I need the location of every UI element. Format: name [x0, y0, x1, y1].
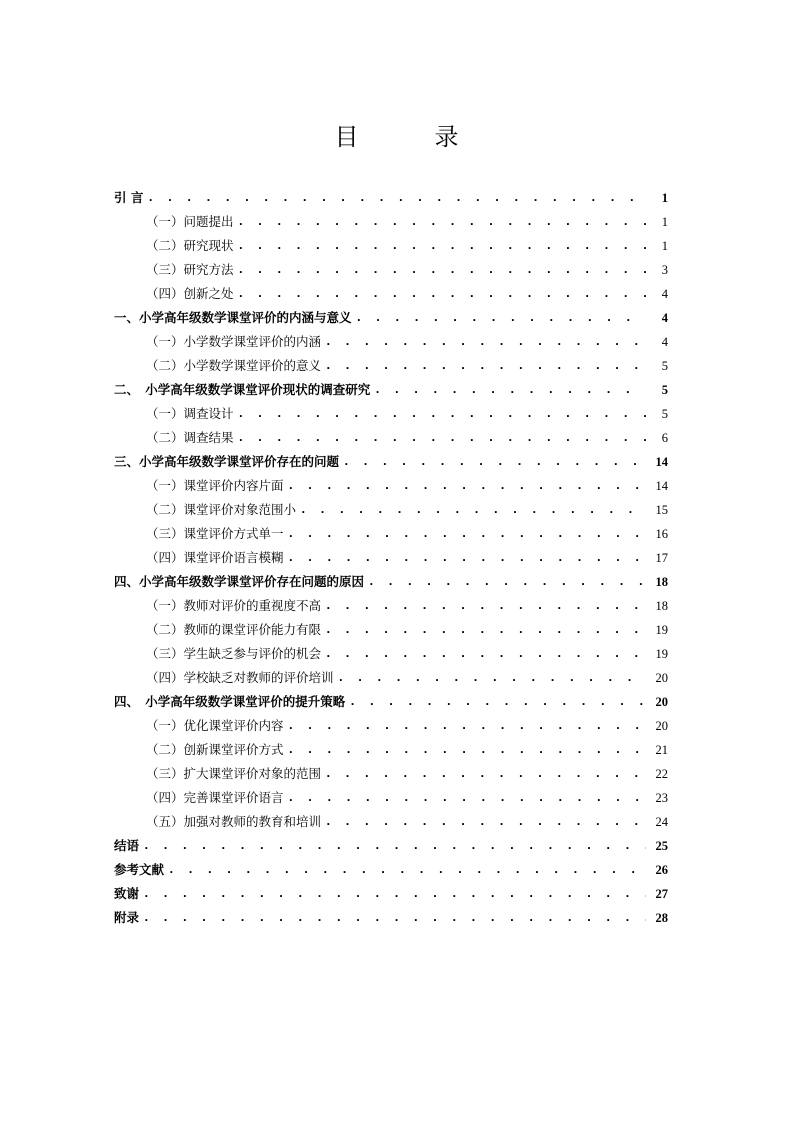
toc-entry-label: 引 言 [114, 190, 144, 205]
toc-page-number: 21 [655, 743, 668, 757]
toc-page-number: 20 [655, 671, 668, 685]
toc-page-number: 3 [661, 263, 668, 277]
toc-entry-label: 结语 [114, 838, 140, 853]
toc-page-number: 24 [655, 815, 668, 829]
toc-entry[interactable] [114, 518, 668, 542]
toc-page-number: 1 [661, 215, 668, 229]
toc-entry-label: 三、小学高年级数学课堂评价存在的问题 [114, 454, 340, 469]
toc-page-number: 5 [661, 359, 668, 373]
toc-entry-label: （一）小学数学课堂评价的内涵 [146, 334, 322, 349]
toc-entry-label: （四）学校缺乏对教师的评价培训 [146, 670, 334, 685]
toc-entry[interactable] [114, 638, 668, 662]
toc-entry-label: （四）创新之处 [146, 286, 234, 301]
toc-entry[interactable] [114, 590, 668, 614]
toc-page-number: 14 [655, 455, 668, 469]
table-of-contents [114, 182, 668, 926]
dot-leader [288, 526, 646, 542]
toc-entry[interactable] [114, 902, 668, 926]
dot-leader [368, 574, 646, 590]
toc-entry-label: （一）调查设计 [146, 406, 234, 421]
toc-page-number: 19 [655, 647, 668, 661]
toc-entry-label: （四）完善课堂评价语言 [146, 790, 284, 805]
toc-page-number: 16 [655, 527, 668, 541]
toc-entry-label: 四、小学高年级数学课堂评价存在问题的原因 [114, 574, 365, 589]
toc-entry-label: 附录 [114, 910, 140, 925]
toc-entry-label: （四）课堂评价语言模糊 [146, 550, 284, 565]
dot-leader [288, 790, 646, 806]
dot-leader [374, 382, 646, 398]
dot-leader [343, 454, 646, 470]
toc-page-number: 20 [655, 695, 668, 709]
toc-page-number: 1 [661, 191, 668, 205]
toc-entry[interactable] [114, 470, 668, 494]
toc-entry[interactable] [114, 566, 668, 590]
toc-entry[interactable] [114, 854, 668, 878]
dot-leader [325, 814, 646, 830]
toc-entry-label: （三）课堂评价方式单一 [146, 526, 284, 541]
toc-entry-label: （二）创新课堂评价方式 [146, 742, 284, 757]
toc-entry-label: （二）研究现状 [146, 238, 234, 253]
toc-entry-label: （三）扩大课堂评价对象的范围 [146, 766, 322, 781]
toc-entry[interactable] [114, 254, 668, 278]
dot-leader [238, 286, 646, 302]
dot-leader [325, 598, 646, 614]
toc-entry[interactable] [114, 182, 668, 206]
toc-entry[interactable] [114, 614, 668, 638]
toc-entry[interactable] [114, 350, 668, 374]
toc-entry-label: 参考文献 [114, 862, 165, 877]
toc-page-number: 22 [655, 767, 668, 781]
toc-entry-label: （三）研究方法 [146, 262, 234, 277]
toc-page-number: 4 [661, 335, 668, 349]
toc-page-number: 15 [655, 503, 668, 517]
toc-page-number: 27 [655, 887, 668, 901]
dot-leader [338, 670, 646, 686]
toc-entry[interactable] [114, 374, 668, 398]
toc-entry[interactable] [114, 398, 668, 422]
toc-entry-label: （二）教师的课堂评价能力有限 [146, 622, 322, 637]
dot-leader [288, 478, 646, 494]
dot-leader [143, 838, 646, 854]
toc-entry-label: 致谢 [114, 886, 140, 901]
dot-leader [143, 886, 646, 902]
dot-leader [288, 742, 646, 758]
toc-entry-label: （五）加强对教师的教育和培训 [146, 814, 322, 829]
dot-leader [238, 430, 646, 446]
dot-leader [300, 502, 646, 518]
dot-leader [325, 358, 646, 374]
dot-leader [238, 262, 646, 278]
dot-leader [356, 310, 646, 326]
dot-leader [288, 718, 646, 734]
toc-entry-label: （一）优化课堂评价内容 [146, 718, 284, 733]
dot-leader [238, 406, 646, 422]
toc-page-number: 18 [655, 599, 668, 613]
toc-entry[interactable] [114, 326, 668, 350]
toc-entry[interactable] [114, 494, 668, 518]
dot-leader [325, 766, 646, 782]
toc-entry-label: （三）学生缺乏参与评价的机会 [146, 646, 322, 661]
toc-entry[interactable] [114, 422, 668, 446]
toc-entry-label: （一）课堂评价内容片面 [146, 478, 284, 493]
dot-leader [349, 694, 646, 710]
toc-page-number: 6 [661, 431, 668, 445]
toc-entry[interactable] [114, 302, 668, 326]
toc-page-number: 25 [655, 839, 668, 853]
toc-entry[interactable] [114, 878, 668, 902]
toc-entry[interactable] [114, 686, 668, 710]
toc-entry-label: 一、小学高年级数学课堂评价的内涵与意义 [114, 310, 352, 325]
toc-page-number: 28 [655, 911, 668, 925]
toc-page-number: 19 [655, 623, 668, 637]
toc-entry[interactable] [114, 806, 668, 830]
toc-entry[interactable] [114, 230, 668, 254]
toc-page-number: 4 [661, 287, 668, 301]
dot-leader [143, 910, 646, 926]
toc-entry-label: （二）调查结果 [146, 430, 234, 445]
toc-page-number: 26 [655, 863, 668, 877]
toc-entry[interactable] [114, 782, 668, 806]
toc-page-number: 5 [661, 407, 668, 421]
dot-leader [238, 214, 646, 230]
toc-entry-label: （二）小学数学课堂评价的意义 [146, 358, 322, 373]
toc-entry-label: 二、 小学高年级数学课堂评价现状的调查研究 [114, 382, 371, 397]
toc-page-number: 14 [655, 479, 668, 493]
toc-entry-label: （一）教师对评价的重视度不高 [146, 598, 322, 613]
toc-entry[interactable] [114, 830, 668, 854]
dot-leader [325, 646, 646, 662]
toc-entry-label: 四、 小学高年级数学课堂评价的提升策略 [114, 694, 346, 709]
toc-entry[interactable] [114, 278, 668, 302]
toc-entry-label: （一）问题提出 [146, 214, 234, 229]
toc-page-number: 1 [661, 239, 668, 253]
toc-page-number: 17 [655, 551, 668, 565]
toc-page-number: 23 [655, 791, 668, 805]
dot-leader [238, 238, 646, 254]
dot-leader [288, 550, 646, 566]
toc-entry[interactable] [114, 758, 668, 782]
dot-leader [325, 334, 646, 350]
toc-entry[interactable] [114, 542, 668, 566]
toc-entry-label: （二）课堂评价对象范围小 [146, 502, 297, 517]
toc-page-number: 20 [655, 719, 668, 733]
toc-entry[interactable] [114, 734, 668, 758]
toc-page-number: 5 [661, 383, 668, 397]
page-title: 目 录 [334, 123, 485, 151]
toc-page-number: 18 [655, 575, 668, 589]
dot-leader [325, 622, 646, 638]
toc-entry[interactable] [114, 710, 668, 734]
toc-entry[interactable] [114, 662, 668, 686]
dot-leader [168, 862, 646, 878]
dot-leader [147, 190, 646, 206]
toc-entry[interactable] [114, 206, 668, 230]
toc-page-number: 4 [661, 311, 668, 325]
toc-entry[interactable] [114, 446, 668, 470]
